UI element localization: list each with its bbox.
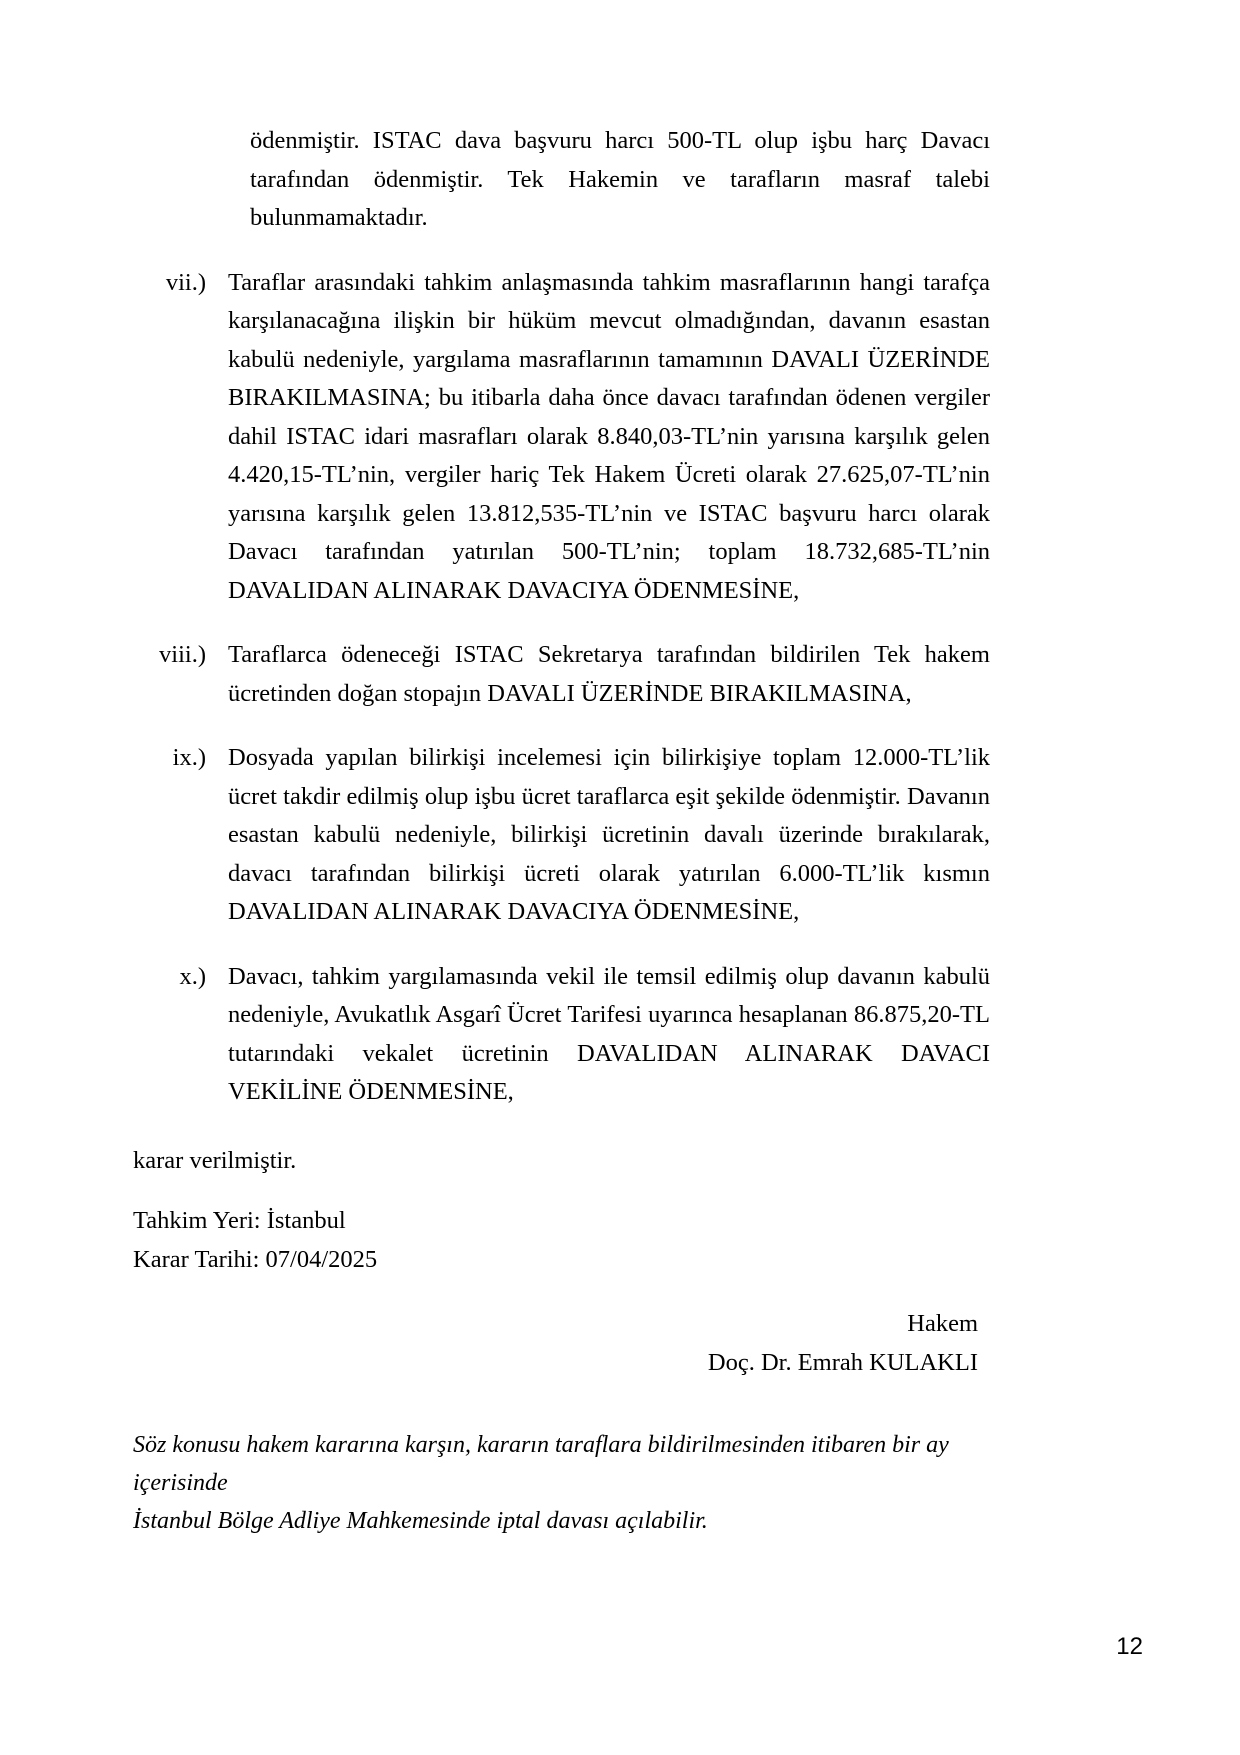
continuation-paragraph: ödenmiştir. ISTAC dava başvuru harcı 500-TL olup işbu harç Davacı tarafından ödenmiştir. Tek Hakemin ve tarafların masraf talebi bulunmamaktadır.	[250, 127, 990, 231]
list-item-marker: x.)	[179, 962, 206, 990]
page-content	[133, 122, 990, 1540]
list-item-text: Taraflarca ödeneceği ISTAC Sekretarya tarafından bildirilen Tek hakem ücretinden doğan stopajın DAVALI ÜZERİNDE BIRAKILMASINA,	[228, 641, 990, 707]
signature-role: Hakem	[907, 1310, 978, 1337]
list-item	[133, 636, 990, 713]
list-item-marker: vii.)	[165, 268, 206, 296]
appeal-notice-line-2: İstanbul Bölge Adliye Mahkemesinde iptal davası açılabilir.	[133, 1508, 708, 1534]
closing-block	[133, 1142, 990, 1280]
list-item	[133, 264, 990, 611]
signature-block	[133, 1305, 990, 1382]
appeal-notice	[133, 1426, 993, 1540]
decision-statement: karar verilmiştir.	[133, 1146, 297, 1174]
arbitration-place: Tahkim Yeri: İstanbul	[133, 1207, 346, 1234]
signature-name: Doç. Dr. Emrah KULAKLI	[707, 1348, 978, 1376]
award-date: Karar Tarihi: 07/04/2025	[133, 1245, 378, 1273]
list-item	[133, 958, 990, 1112]
page-number: 12	[1116, 1633, 1143, 1660]
list-item-text: Davacı, tahkim yargılamasında vekil ile temsil edilmiş olup davanın kabulü nedeniyle, Avukatlık Asgarî Ücret Tarifesi uyarınca hesaplanan 86.875,20-TL tutarındaki vekalet ücretinin DAVALIDAN ALINARAK DAVACI VEKİLİNE ÖDENMESİNE,	[228, 962, 990, 1105]
appeal-notice-line-1: Söz konusu hakem kararına karşın, kararın taraflara bildirilmesinden itibaren bir ay içerisinde	[133, 1432, 949, 1496]
list-item-text: Dosyada yapılan bilirkişi incelemesi için bilirkişiye toplam 12.000-TL’lik ücret takdir edilmiş olup işbu ücret taraflarca eşit şekilde ödenmiştir. Davanın esastan kabulü nedeniyle, bilirkişi ücretinin davalı üzerinde bırakılarak, davacı tarafından bilirkişi ücreti olarak yatırılan 6.000-TL’lik kısmın DAVALIDAN ALINARAK DAVACIYA ÖDENMESİNE,	[228, 744, 990, 925]
spacer	[133, 1180, 990, 1202]
list-item-text: Taraflar arasındaki tahkim anlaşmasında tahkim masraflarının hangi tarafça karşılanacağına ilişkin bir hüküm mevcut olmadığından, davanın esastan kabulü nedeniyle, yargılama masraflarının tamamının DAVALI ÜZERİNDE BIRAKILMASINA; bu itibarla daha önce davacı tarafından ödenen vergiler dahil ISTAC idari masrafları olarak 8.840,03-TL’nin yarısına karşılık gelen 4.420,15-TL’nin, vergiler hariç Tek Hakem Ücreti olarak 27.625,07-TL’nin yarısına karşılık gelen 13.812,535-TL’nin ve ISTAC başvuru harcı olarak Davacı tarafından yatırılan 500-TL’nin; toplam 18.732,685-TL’nin DAVALIDAN ALINARAK DAVACIYA ÖDENMESİNE,	[228, 268, 990, 604]
list-item-marker: ix.)	[172, 744, 206, 771]
list-item	[133, 739, 990, 932]
list-item-marker: viii.)	[159, 641, 206, 668]
